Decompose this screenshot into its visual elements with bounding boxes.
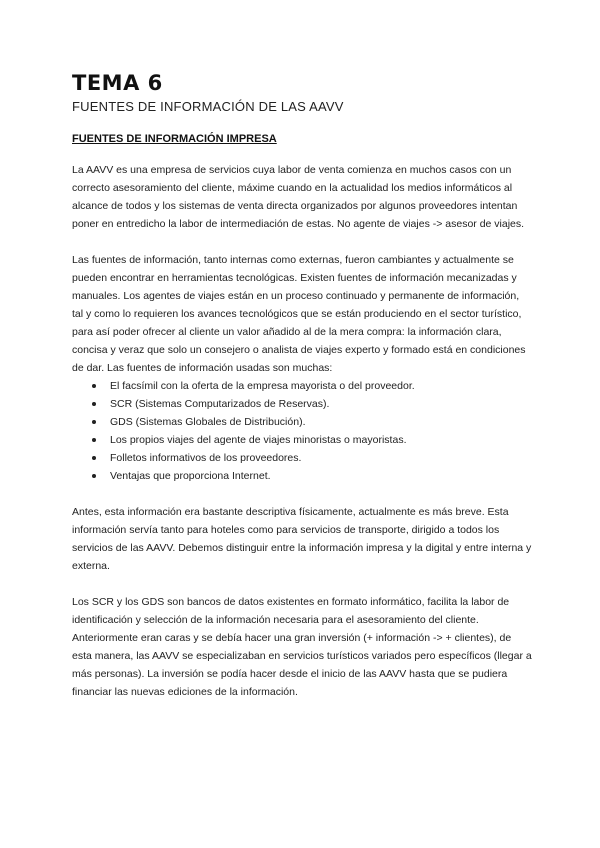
bullet-icon bbox=[92, 402, 96, 406]
list-item-text: SCR (Sistemas Computarizados de Reservas). bbox=[110, 398, 330, 410]
list-item-text: Los propios viajes del agente de viajes minoristas o mayoristas. bbox=[110, 434, 407, 446]
sources-list bbox=[92, 377, 532, 485]
list-item bbox=[92, 395, 532, 413]
list-item bbox=[92, 413, 532, 431]
paragraph-sources: Las fuentes de información, tanto internas como externas, fueron cambiantes y actualmente se pueden encontrar en herramientas tecnológicas. Existen fuentes de información mecanizadas y manuales. Los agentes de viajes están en un proceso continuado y permanente de información, tal y como lo requieren los avances tecnológicos que se están produciendo en el sector turístico, para así poder ofrecer al cliente un valor añadido al de la mera compra: la información clara, concisa y veraz que solo un consejero o analista de viajes experto y formado está en condiciones de dar. Las fuentes de información usadas son muchas: bbox=[72, 254, 526, 374]
bullet-icon bbox=[92, 474, 96, 478]
list-item bbox=[92, 449, 532, 467]
list-item-text: El facsímil con la oferta de la empresa mayorista o del proveedor. bbox=[110, 380, 415, 392]
list-item bbox=[92, 431, 532, 449]
list-item-text: GDS (Sistemas Globales de Distribución). bbox=[110, 416, 306, 428]
paragraph-scr-gds: Los SCR y los GDS son bancos de datos existentes en formato informático, facilita la labor de identificación y selección de la información necesaria para el asesoramiento del cliente. Anteriormente eran caras y se debía hacer una gran inversión (+ información -> + clientes), de esta manera, las AAVV se especializaban en servicios turísticos variados pero específicos (llegar a más personas). La inversión se podía hacer desde el inicio de las AAVV hasta que se pudiera financiar las nuevas ediciones de la información. bbox=[72, 596, 532, 698]
list-item-text: Folletos informativos de los proveedores. bbox=[110, 452, 302, 464]
bullet-icon bbox=[92, 438, 96, 442]
list-item bbox=[92, 377, 532, 395]
list-item-text: Ventajas que proporciona Internet. bbox=[110, 470, 271, 482]
section-heading: FUENTES DE INFORMACIÓN IMPRESA bbox=[72, 133, 277, 145]
page-title: TEMA 6 bbox=[72, 71, 163, 95]
paragraph-intro: La AAVV es una empresa de servicios cuya labor de venta comienza en muchos casos con un correcto asesoramiento del cliente, máxime cuando en la actualidad los medios informáticos al alcance de todos y los sistemas de venta directa organizados por algunos proveedores intentan poner en entredicho la labor de intermediación de estas. No agente de viajes -> asesor de viajes. bbox=[72, 164, 525, 230]
bullet-icon bbox=[92, 384, 96, 388]
page-subtitle: FUENTES DE INFORMACIÓN DE LAS AAVV bbox=[72, 99, 344, 114]
list-item bbox=[92, 467, 532, 485]
document-page bbox=[72, 70, 532, 701]
bullet-icon bbox=[92, 456, 96, 460]
paragraph-history: Antes, esta información era bastante descriptiva físicamente, actualmente es más breve. Esta información servía tanto para hoteles como para servicios de transporte, dirigido a todos los servicios de las AAVV. Debemos distinguir entre la información impresa y la digital y entre interna y externa. bbox=[72, 506, 532, 572]
bullet-icon bbox=[92, 420, 96, 424]
